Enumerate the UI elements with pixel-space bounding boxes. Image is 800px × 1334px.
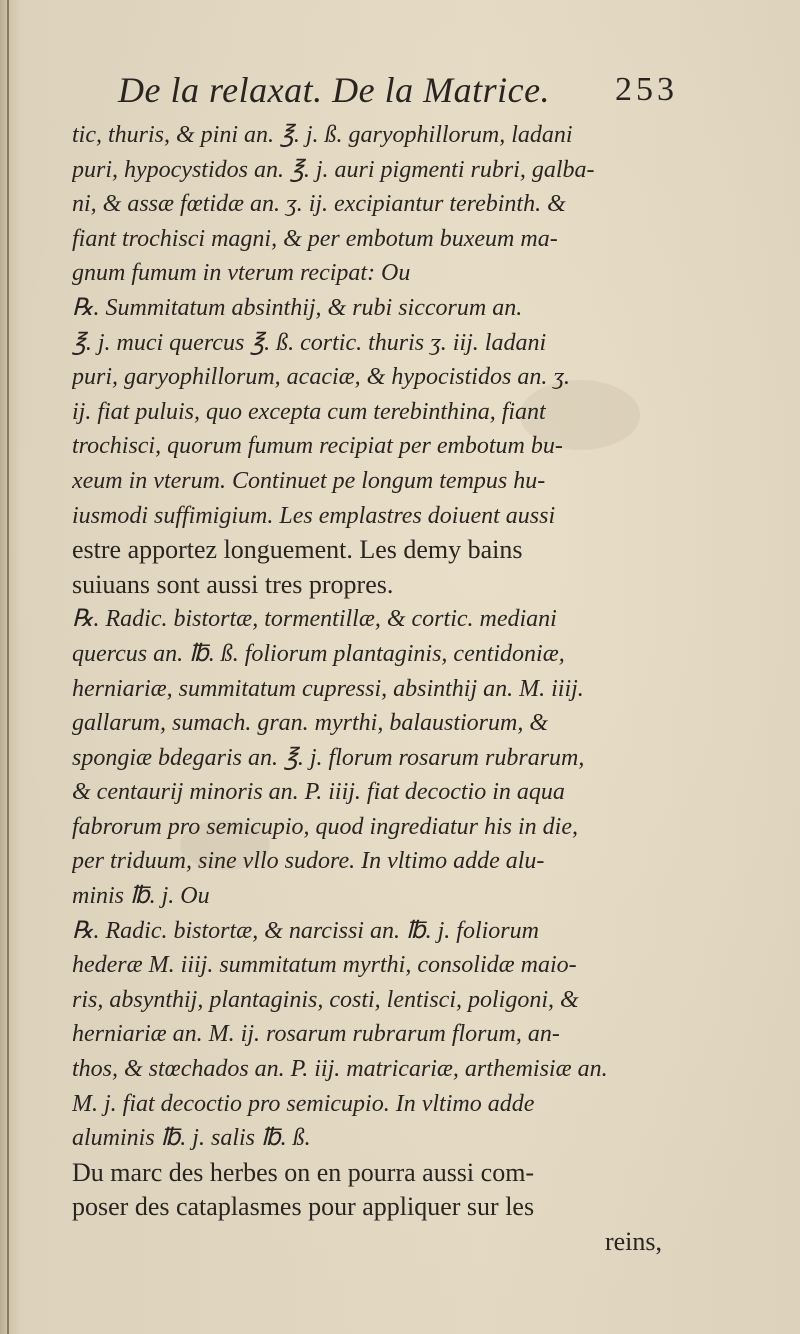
- text-line: ℞. Summitatum absinthij, & rubi siccorum an.: [72, 294, 523, 321]
- text-line: & centaurij minoris an. P. iiij. fiat decoctio in aqua: [72, 779, 565, 806]
- page-spine-edge: [7, 0, 9, 1334]
- text-line: gnum fumum in vterum recipat: Ou: [72, 260, 411, 287]
- page-number: 253: [615, 71, 678, 108]
- text-line: puri, hypocystidos an. ℥. j. auri pigmenti rubri, galba-: [72, 156, 595, 183]
- text-line: per triduum, sine vllo sudore. In vltimo adde alu-: [72, 848, 545, 875]
- text-line: herniariæ, summitatum cupressi, absinthij an. M. iiij.: [72, 675, 584, 702]
- text-line: hederæ M. iiij. summitatum myrthi, consolidæ maio-: [72, 952, 577, 979]
- text-line: reins,: [604, 1227, 662, 1256]
- text-line: herniariæ an. M. ij. rosarum rubrarum florum, an-: [72, 1021, 560, 1048]
- text-line: suiuans sont aussi tres propres.: [72, 569, 394, 599]
- text-line: aluminis ℔. j. salis ℔. ß.: [72, 1125, 311, 1152]
- running-head: [118, 68, 678, 112]
- text-line: xeum in vterum. Continuet pe longum tempus hu-: [72, 467, 546, 494]
- text-line: gallarum, sumach. gran. myrthi, balaustiorum, &: [72, 710, 549, 737]
- text-line: poser des cataplasmes pour appliquer sur les: [72, 1192, 535, 1222]
- text-line: spongiæ bdegaris an. ℥. j. florum rosarum rubrarum,: [72, 744, 585, 771]
- body-text: [72, 118, 662, 1260]
- text-line: minis ℔. j. Ou: [72, 883, 210, 910]
- text-line: estre apportez longuement. Les demy bains: [72, 535, 523, 565]
- text-line: quercus an. ℔. ß. foliorum plantaginis, centidoniæ,: [72, 640, 565, 667]
- text-line: ℞. Radic. bistortæ, tormentillæ, & cortic. mediani: [72, 606, 557, 633]
- text-line: ni, & assæ fœtidæ an. ʒ. ij. excipiantur terebinth. &: [72, 191, 566, 218]
- text-line: Du marc des herbes on en pourra aussi com-: [72, 1157, 535, 1187]
- text-line: M. j. fiat decoctio pro semicupio. In vltimo adde: [72, 1090, 535, 1117]
- text-line: ij. fiat puluis, quo excepta cum terebinthina, fiant: [72, 398, 546, 425]
- running-head-title: De la relaxat. De la Matrice.: [118, 70, 551, 110]
- text-line: fabrorum pro semicupio, quod ingrediatur his in die,: [72, 813, 578, 840]
- text-line: ris, absynthij, plantaginis, costi, lentisci, poligoni, &: [72, 986, 579, 1013]
- text-line: puri, garyophillorum, acaciæ, & hypocistidos an. ʒ.: [72, 364, 570, 391]
- text-line: thos, & stœchados an. P. iij. matricariæ, arthemisiæ an.: [72, 1056, 608, 1083]
- text-line: fiant trochisci magni, & per embotum buxeum ma-: [72, 225, 558, 252]
- text-line: ℥. j. muci quercus ℥. ß. cortic. thuris ʒ. iij. ladani: [72, 329, 547, 356]
- text-line: tic, thuris, & pini an. ℥. j. ß. garyophillorum, ladani: [72, 122, 573, 148]
- text-line: ℞. Radic. bistortæ, & narcissi an. ℔. j. foliorum: [72, 917, 539, 944]
- text-line: trochisci, quorum fumum recipiat per embotum bu-: [72, 433, 563, 460]
- text-line: iusmodi suffimigium. Les emplastres doiuent aussi: [72, 502, 556, 529]
